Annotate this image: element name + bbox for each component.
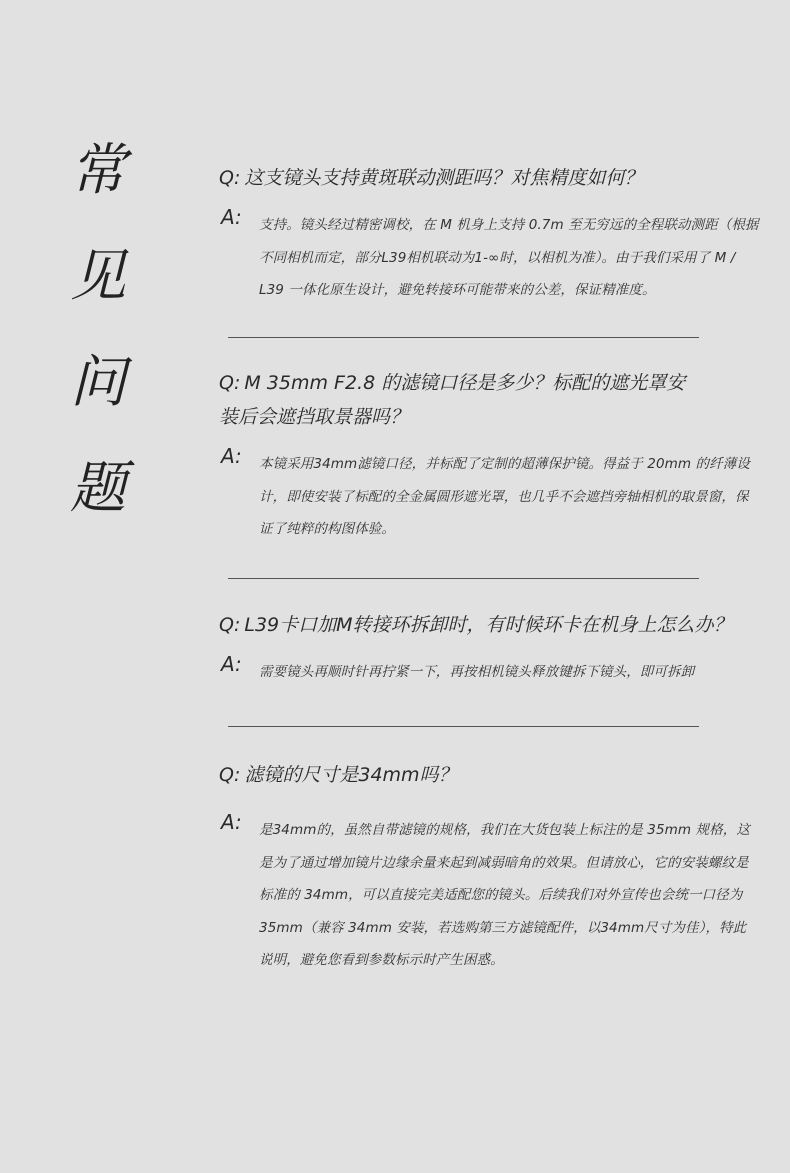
title-char: 问 [70,350,126,415]
answer-text: 需要镜头再顺时针再拧紧一下，再按相机镜头释放键拆下镜头，即可拆卸 [259,664,695,680]
question-prefix: Q: [219,372,241,394]
faq-answer [219,652,759,689]
question-prefix: Q: [219,614,241,636]
faq-question [219,758,759,792]
answer-text: 本镜采用34mm滤镜口径，并标配了定制的超薄保护镜。得益于 20mm 的纤薄设计，即使安装了标配的全金属圆形遮光罩，也几乎不会遮挡旁轴相机的取景窗，保证了纯粹的构图体验。 [259,456,750,537]
section-title-vertical [66,118,130,542]
faq-item-4 [219,758,759,977]
faq-question [219,366,689,434]
title-char: 常 [70,138,126,203]
faq-question [219,161,759,195]
question-prefix: Q: [219,167,241,189]
divider [228,578,699,579]
question-text: 这支镜头支持黄斑联动测距吗？对焦精度如何？ [244,167,644,189]
answer-prefix: A: [221,810,242,834]
divider [228,726,699,727]
faq-item-1 [219,161,759,307]
faq-answer [219,810,759,977]
answer-prefix: A: [221,444,242,468]
faq-item-2 [219,366,759,546]
faq-item-3 [219,608,759,689]
divider [228,337,699,338]
title-char: 题 [70,456,126,521]
question-text: 滤镜的尺寸是34mm吗？ [244,764,458,786]
faq-question [219,608,759,642]
answer-prefix: A: [221,205,242,229]
title-char: 见 [70,244,126,309]
question-text: L39卡口加M转接环拆卸时，有时候环卡在机身上怎么办？ [244,614,733,636]
question-text: M 35mm F2.8 的滤镜口径是多少？标配的遮光罩安装后会遮挡取景器吗？ [219,372,686,428]
question-prefix: Q: [219,764,241,786]
answer-prefix: A: [221,652,242,676]
faq-answer [219,444,759,546]
answer-text: 是34mm的，虽然自带滤镜的规格，我们在大货包装上标注的是 35mm 规格，这是为了通过增加镜片边缘余量来起到减弱暗角的效果。但请放心，它的安装螺纹是标准的 34mm，可以直接完美适配您的镜头。后续我们对外宣传也会统一口径为 35mm（兼容 34mm 安装，若选购第三方滤镜配件，以34mm尺寸为佳），特此说明，避免您看到参数标示时产生困惑。 [259,822,750,968]
answer-text: 支持。镜头经过精密调校，在 M 机身上支持 0.7m 至无穷远的全程联动测距（根据不同相机而定，部分L39相机联动为1-∞时，以相机为准）。由于我们采用了 M / L39 一体化原生设计，避免转接环可能带来的公差，保证精准度。 [259,217,759,298]
faq-answer [219,205,759,307]
